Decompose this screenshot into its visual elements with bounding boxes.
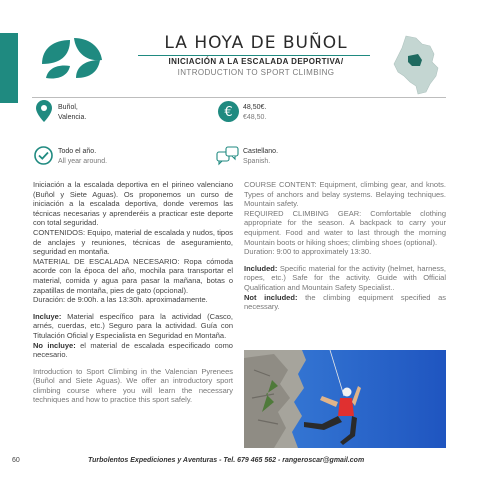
intro-english: Introduction to Sport Climbing in the Valencian Pyrenees (Buñol and Siete Aguas). We offer an introductory sport climbing course where you will learn the necessary techniques and how to practice this sport safely. xyxy=(33,366,233,405)
season-line2: All year around. xyxy=(58,158,108,165)
right-column xyxy=(244,180,446,319)
location-line1: Buñol, xyxy=(58,104,78,111)
intro-spanish: Iniciación a la escalada deportiva en el pirineo valenciano (Buñol y Siete Aguas). Os proponemos un curso de iniciación a la escalada deportiva, donde veremos las técnicas necesarias y aprenderéis a practicar este deporte con total seguridad. xyxy=(33,180,233,228)
left-column xyxy=(33,180,233,412)
excludes-text: el material de escalada especificado como necesario. xyxy=(33,340,233,360)
svg-text:€: € xyxy=(224,105,233,120)
content-english: COURSE CONTENT: Equipment, climbing gear, and knots. Types of anchors and belay systems. Belaying techniques. Mountain safety. xyxy=(244,180,446,209)
gear-english: REQUIRED CLIMBING GEAR: Comfortable clothing appropriate for the season. A backpack to carry your equipment. Food and water to last through the morning Mountain boots or hiking shoes; climbing shoes (optional). xyxy=(244,208,446,247)
info-season xyxy=(58,147,107,167)
climber-photo xyxy=(244,350,446,448)
location-pin-icon xyxy=(36,100,52,122)
accent-side-bar xyxy=(0,33,18,103)
includes-text: Material específico para la actividad (Casco, arnés, cuerdas, etc.) Seguro para la actividad. Guía con Titulación Oficial y Especialista en Seguridad en Montaña. xyxy=(33,311,233,340)
title-divider xyxy=(138,55,370,56)
season-line1: Todo el año. xyxy=(58,148,97,155)
subtitle-english: INTRODUCTION TO SPORT CLIMBING xyxy=(177,68,335,77)
duration-spanish: Duración: de 9:00h. a las 13:30h. aproximadamente. xyxy=(33,295,208,305)
includes-label: Incluye: xyxy=(33,311,62,321)
leaves-logo-icon xyxy=(40,34,104,80)
included-text: Specific material for the activity (helmet, harness, ropes, etc.) Safe for the activity. Guide with Official Qualification and Mountain Safety Specialist.. xyxy=(244,263,446,292)
language-line2: Spanish. xyxy=(243,158,271,165)
not-included-label: Not included: xyxy=(244,292,298,302)
info-price xyxy=(243,103,266,123)
info-divider xyxy=(32,97,446,98)
duration-english: Duration: 9:00 to approximately 13:30. xyxy=(244,247,372,257)
speech-bubbles-icon xyxy=(216,146,240,166)
location-line2: Valencia. xyxy=(58,114,87,121)
info-language xyxy=(243,147,278,167)
valencia-region-map xyxy=(392,34,444,96)
euro-icon xyxy=(218,101,239,122)
language-line1: Castellano. xyxy=(243,148,279,155)
info-location xyxy=(58,103,86,123)
gear-spanish: MATERIAL DE ESCALADA NECESARIO: Ropa cómoda acorde con la época del año, mochila para transportar el material, comida y agua para pasar la mañana, botas o zapatillas de montaña, pies de gato (opcional). xyxy=(33,256,233,295)
price-line2: €48,50. xyxy=(243,114,267,121)
check-icon xyxy=(34,146,53,165)
not-included-text: the climbing equipment specified as necessary. xyxy=(244,292,446,312)
subtitle-spanish: INICIACIÓN A LA ESCALADA DEPORTIVA/ xyxy=(168,57,344,66)
included-label: Included: xyxy=(244,263,278,273)
page-number: 60 xyxy=(12,457,20,464)
page-title: LA HOYA DE BUÑOL xyxy=(164,33,348,53)
footer-contact: Turbolentos Expediciones y Aventuras - Tel. 679 465 562 - rangeroscar@gmail.com xyxy=(88,457,365,464)
contents-spanish: CONTENIDOS: Equipo, material de escalada y nudos, tipos de anclajes y reuniones, técnicas de aseguramiento, seguridad en montaña. xyxy=(33,227,233,257)
price-line1: 48,50€. xyxy=(243,104,267,111)
excludes-label: No incluye: xyxy=(33,340,76,350)
